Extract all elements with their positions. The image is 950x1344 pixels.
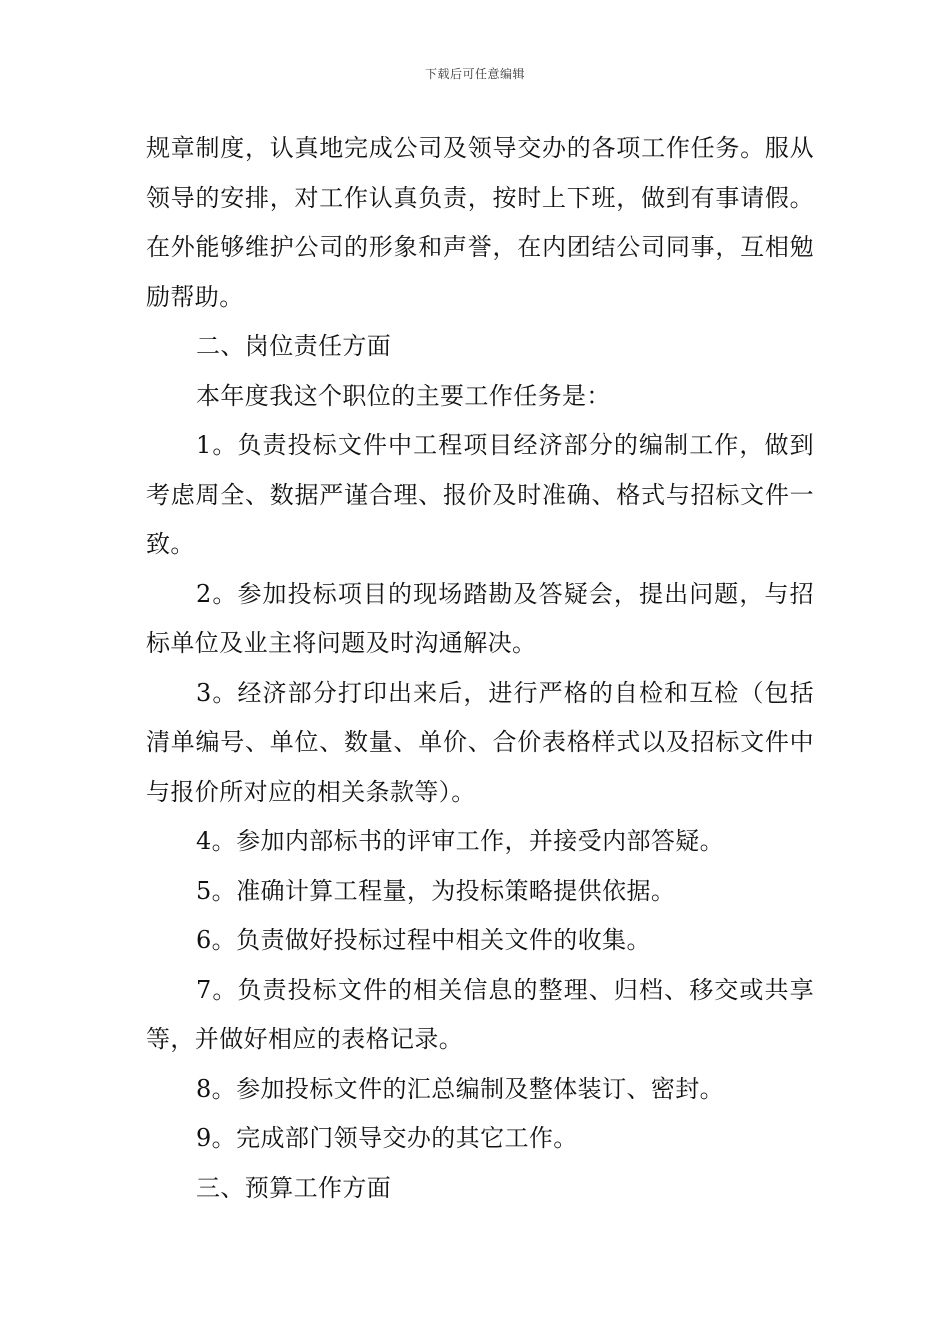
paragraph-main-tasks-intro: 本年度我这个职位的主要工作任务是： xyxy=(196,381,611,410)
list-item-1: 1。负责投标文件中工程项目经济部分的编制工作，做到考虑周全、数据严谨合理、报价及时准确、格式与招标文件一致。 xyxy=(146,431,814,558)
list-item-3: 3。经济部分打印出来后，进行严格的自检和互检（包括清单编号、单位、数量、单价、合价表格样式以及招标文件中与报价所对应的相关条款等）。 xyxy=(146,678,814,806)
section-heading-budget-work: 三、预算工作方面 xyxy=(196,1173,392,1202)
paragraph-rules-continued: 规章制度，认真地完成公司及领导交办的各项工作任务。服从领导的安排，对工作认真负责，按时上下班，做到有事请假。在外能够维护公司的形象和声誉，在内团结公司同事，互相勉励帮助。 xyxy=(146,134,814,311)
list-item-4: 4。参加内部标书的评审工作，并接受内部答疑。 xyxy=(196,827,725,855)
page-header: 下载后可任意编辑 xyxy=(424,67,525,81)
list-item-5: 5。准确计算工程量，为投标策略提供依据。 xyxy=(196,876,676,905)
section-heading-job-responsibility: 二、岗位责任方面 xyxy=(196,332,392,360)
document-body xyxy=(146,124,814,1213)
list-item-9: 9。完成部门领导交办的其它工作。 xyxy=(196,1124,578,1152)
list-item-8: 8。参加投标文件的汇总编制及整体装订、密封。 xyxy=(196,1074,725,1103)
list-item-2: 2。参加投标项目的现场踏勘及答疑会，提出问题，与招标单位及业主将问题及时沟通解决。 xyxy=(146,579,814,657)
list-item-7: 7。负责投标文件的相关信息的整理、归档、移交或共享等，并做好相应的表格记录。 xyxy=(146,975,814,1053)
list-item-6: 6。负责做好投标过程中相关文件的收集。 xyxy=(196,926,651,954)
